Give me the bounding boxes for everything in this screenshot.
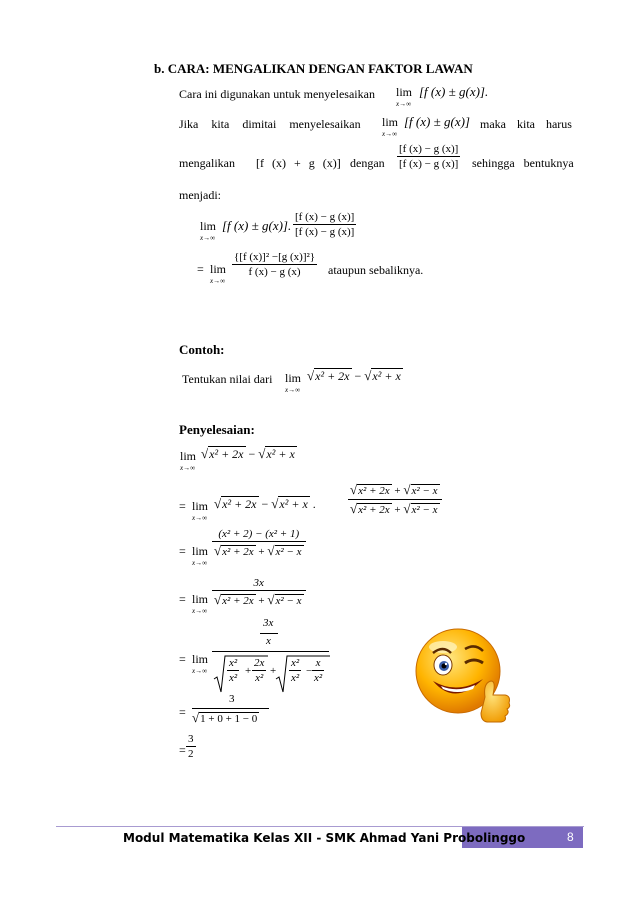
intro-expr: [f (x) ± g(x)]. — [419, 84, 489, 99]
radicand-a: x² + 2x — [222, 497, 257, 511]
s3-eq: = — [179, 544, 186, 558]
radicand: x² − x — [275, 546, 302, 558]
s2-fraction — [348, 482, 442, 517]
lim-label: lim — [200, 219, 217, 233]
radicand-a: x² + 2x — [209, 447, 244, 461]
lim-sub: x→∞ — [192, 514, 208, 522]
intro-lim — [396, 85, 413, 108]
radicand-a: x² + 2x — [315, 369, 350, 383]
sqrt-a: √x² + 2x — [201, 446, 244, 461]
s5-eq: = — [179, 652, 186, 666]
intro-text: Cara ini digunakan untuk menyelesaikan — [179, 87, 375, 101]
s6-bar — [192, 708, 269, 709]
jika-text: Jika kita dimitai menyelesaikan — [179, 117, 361, 131]
radicand: x² − x — [411, 504, 438, 516]
s7-eq: = — [179, 743, 186, 757]
s5-frac-b — [252, 657, 266, 684]
winking-smiley-thumbs-up-icon — [413, 623, 513, 733]
big-numerator: {[f (x)]² −[g (x)]²} — [234, 251, 316, 263]
radicand-b: x² + x — [266, 447, 295, 461]
s5-denominator — [212, 655, 332, 695]
lim-label: lim — [192, 544, 209, 558]
sehingga-text: sehingga bentuknya — [472, 156, 574, 170]
conj-denominator: [f (x) − g (x)] — [399, 158, 459, 170]
dengan-text: dengan — [350, 156, 385, 170]
menjadi-text: menjadi: — [179, 188, 221, 202]
s2-expr: √x² + 2x − √x² + x . — [214, 496, 316, 511]
fraction-bar — [252, 670, 266, 671]
lim-sub: x→∞ — [285, 386, 301, 394]
lim-sub: x→∞ — [192, 607, 208, 615]
sqrt-den-b: √x² − x — [403, 501, 438, 516]
lim-sub: x→∞ — [180, 464, 196, 472]
s2-eq: = — [179, 499, 186, 513]
sqrt-b: √x² + x — [271, 496, 308, 511]
lim-sub: x→∞ — [210, 277, 226, 285]
denominator: x² — [291, 672, 300, 684]
s3-numerator: (x² + 2) − (x² + 1) — [218, 528, 300, 540]
lim-sub: x→∞ — [192, 667, 208, 675]
menjadi-conj-fraction — [293, 211, 356, 238]
s5-frac-c — [289, 657, 301, 684]
minus-sign: − — [306, 665, 313, 677]
fraction-bar — [312, 670, 324, 671]
s4-fraction — [212, 577, 306, 608]
lim-label: lim — [396, 85, 413, 99]
s2-denominator: √x² + 2x + √x² − x — [350, 501, 438, 516]
s1-lim — [180, 449, 197, 472]
radicand: x² − x — [411, 485, 438, 497]
sqrt-den-a: √x² + 2x — [350, 501, 390, 516]
sqrt-num-b: √x² − x — [403, 482, 438, 497]
s5-inner-bar — [260, 633, 278, 634]
jika-expr: [f (x) ± g(x)] — [404, 114, 470, 129]
lim-label: lim — [382, 115, 399, 129]
radicand: 1 + 0 + 1 − 0 — [200, 713, 258, 725]
plus-sign: + — [245, 665, 252, 677]
denominator: 2 — [188, 748, 194, 760]
s3-lim — [192, 544, 209, 567]
lim-sub: x→∞ — [192, 559, 208, 567]
s4-denominator: √x² + 2x + √x² − x — [214, 592, 302, 607]
denominator: x² — [314, 672, 323, 684]
s5-frac-a — [227, 657, 239, 684]
big-denominator: f (x) − g (x) — [248, 266, 301, 278]
big-lim — [210, 262, 227, 285]
lim-label: lim — [180, 449, 197, 463]
conjugate-fraction — [397, 143, 460, 170]
denominator: x² — [229, 672, 238, 684]
sqrt-den-b: √x² − x — [267, 592, 302, 607]
conj-numerator: [f (x) − g (x)] — [399, 143, 459, 155]
fraction-bar — [227, 670, 239, 671]
radicand: x² + 2x — [222, 546, 254, 558]
s5-main-bar — [212, 651, 329, 652]
s5-num-bot: x — [266, 635, 271, 647]
numerator: x² — [291, 657, 300, 669]
fraction-bar — [289, 670, 301, 671]
sqrt-b: √x² + x — [364, 368, 401, 383]
lim-label: lim — [192, 652, 209, 666]
big-fraction — [232, 251, 317, 278]
radicand: x² + 2x — [358, 485, 390, 497]
example-title: Contoh: — [179, 342, 225, 357]
s4-numerator: 3x — [253, 577, 264, 589]
fraction-bar — [186, 746, 196, 747]
sqrt-a: √x² + 2x — [307, 368, 350, 383]
sqrt-den-a: √x² + 2x — [214, 592, 254, 607]
page-number: 8 — [567, 830, 574, 844]
plus-sign: + — [270, 665, 277, 677]
s2-numerator: √x² + 2x + √x² − x — [350, 482, 438, 497]
fraction-bar — [397, 156, 460, 157]
lim-label: lim — [285, 371, 302, 385]
menjadi-expr: [f (x) ± g(x)]. — [222, 218, 292, 233]
lim-label: lim — [210, 262, 227, 276]
fraction-bar — [212, 541, 306, 542]
radicand-b: x² + x — [279, 497, 308, 511]
fraction-bar — [348, 499, 442, 500]
s4-eq: = — [179, 592, 186, 606]
numerator: 2x — [254, 657, 265, 669]
fraction-bar — [232, 264, 317, 265]
s2-lim — [192, 499, 209, 522]
bracket-fg: [f (x) + g (x)] — [256, 156, 341, 170]
maka-text: maka kita harus — [480, 117, 572, 131]
jika-lim — [382, 115, 399, 138]
lim-sub: x→∞ — [200, 234, 216, 242]
lim-label: lim — [192, 499, 209, 513]
s5-lim — [192, 652, 209, 675]
mengalikan-text: mengalikan — [179, 156, 235, 170]
s4-lim — [192, 592, 209, 615]
section-heading: b. CARA: MENGALIKAN DENGAN FAKTOR LAWAN — [154, 61, 473, 76]
radicand-b: x² + x — [372, 369, 401, 383]
s1-expr: √x² + 2x − √x² + x — [201, 446, 295, 461]
ataupun-text: ataupun sebaliknya. — [328, 263, 424, 277]
s6-denominator — [192, 710, 259, 726]
radicand: x² + 2x — [222, 595, 254, 607]
lim-label: lim — [192, 592, 209, 606]
eq-sign: = — [197, 262, 204, 276]
numerator: 3 — [188, 733, 194, 745]
s3-fraction — [212, 528, 306, 559]
fraction-bar — [293, 224, 356, 225]
s5-num-top: 3x — [263, 617, 274, 629]
lim-sub: x→∞ — [382, 130, 398, 138]
radicand: x² − x — [275, 595, 302, 607]
sqrt-num-a: √x² + 2x — [350, 482, 390, 497]
example-question: Tentukan nilai dari — [182, 372, 273, 386]
sqrt-den-b: √x² − x — [267, 543, 302, 558]
menjadi-lim — [200, 219, 217, 242]
sqrt-den-a: √x² + 2x — [214, 543, 254, 558]
radicand: x² + 2x — [358, 504, 390, 516]
lim-sub: x→∞ — [396, 100, 412, 108]
denominator: x² — [255, 672, 264, 684]
fraction-bar — [212, 590, 306, 591]
conj-denominator: [f (x) − g (x)] — [295, 226, 355, 238]
footer-title: Modul Matematika Kelas XII - SMK Ahmad Yani Probolinggo — [123, 831, 526, 845]
s3-denominator: √x² + 2x + √x² − x — [214, 543, 302, 558]
example-expr: √x² + 2x − √x² + x — [307, 368, 401, 383]
sqrt-b: √x² + x — [258, 446, 295, 461]
s7-fraction — [186, 733, 196, 760]
s6-sqrt: √1 + 0 + 1 − 0 — [192, 710, 258, 725]
s6-eq: = — [179, 705, 186, 719]
example-lim — [285, 371, 302, 394]
solution-title: Penyelesaian: — [179, 422, 255, 437]
s5-frac-d — [312, 657, 324, 684]
numerator: x — [315, 657, 321, 669]
numerator: x² — [229, 657, 238, 669]
conj-numerator: [f (x) − g (x)] — [295, 211, 355, 223]
s6-numerator: 3 — [229, 693, 235, 705]
sqrt-a: √x² + 2x — [214, 496, 257, 511]
